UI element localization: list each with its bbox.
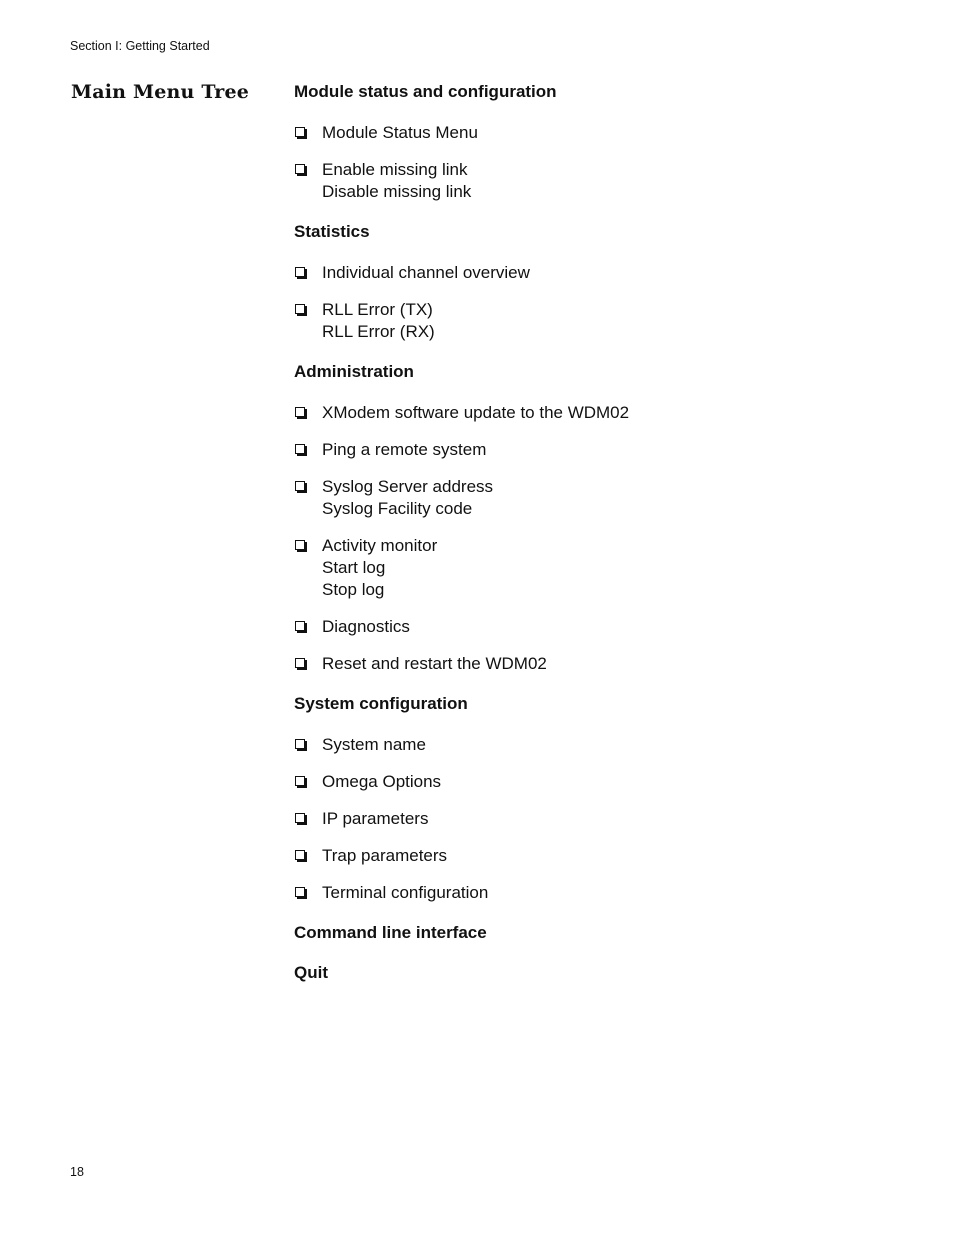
menu-item-label: RLL Error (RX) — [322, 322, 435, 341]
menu-tree — [294, 81, 894, 1002]
menu-item-label: Individual channel overview — [322, 263, 530, 282]
checkbox-bullet-icon — [295, 658, 305, 668]
checkbox-bullet-icon — [295, 850, 305, 860]
section-heading: Module status and configuration — [294, 82, 557, 101]
menu-item — [294, 845, 894, 867]
menu-section — [294, 221, 894, 343]
menu-item-label: Disable missing link — [322, 182, 472, 201]
menu-item-label: Ping a remote system — [322, 440, 487, 459]
menu-section — [294, 693, 894, 904]
menu-section — [294, 962, 894, 984]
menu-item-label: Omega Options — [322, 772, 442, 791]
menu-item — [294, 653, 894, 675]
menu-section — [294, 922, 894, 944]
menu-item — [294, 476, 894, 520]
menu-item-label: Activity monitor — [322, 536, 438, 555]
menu-item-list — [294, 734, 894, 904]
menu-item-label: XModem software update to the WDM02 — [322, 403, 630, 422]
checkbox-bullet-icon — [295, 776, 305, 786]
menu-item — [294, 122, 894, 144]
menu-item — [294, 299, 894, 343]
checkbox-bullet-icon — [295, 164, 305, 174]
checkbox-bullet-icon — [295, 127, 305, 137]
menu-item — [294, 535, 894, 601]
page-title: Main Menu Tree — [71, 81, 250, 103]
menu-item-label: Reset and restart the WDM02 — [322, 654, 547, 673]
section-heading: Command line interface — [294, 923, 487, 942]
menu-item-label: Start log — [322, 558, 386, 577]
menu-item-label: Diagnostics — [322, 617, 410, 636]
menu-item — [294, 439, 894, 461]
menu-item-label: Module Status Menu — [322, 123, 478, 142]
checkbox-bullet-icon — [295, 267, 305, 277]
menu-item-label: Stop log — [322, 580, 385, 599]
menu-item-label: Trap parameters — [322, 846, 448, 865]
menu-item-label: System name — [322, 735, 426, 754]
menu-item-list — [294, 402, 894, 675]
menu-item-label: Syslog Facility code — [322, 499, 473, 518]
menu-item — [294, 734, 894, 756]
menu-item — [294, 159, 894, 203]
menu-item — [294, 616, 894, 638]
menu-item-list — [294, 262, 894, 343]
section-heading: Quit — [294, 963, 328, 982]
menu-item-list — [294, 122, 894, 203]
menu-section — [294, 81, 894, 203]
menu-section — [294, 361, 894, 675]
menu-item — [294, 402, 894, 424]
menu-item — [294, 882, 894, 904]
menu-item-label: Syslog Server address — [322, 477, 494, 496]
checkbox-bullet-icon — [295, 621, 305, 631]
section-heading: System configuration — [294, 694, 468, 713]
menu-item — [294, 808, 894, 830]
checkbox-bullet-icon — [295, 813, 305, 823]
checkbox-bullet-icon — [295, 481, 305, 491]
section-heading: Statistics — [294, 222, 370, 241]
checkbox-bullet-icon — [295, 444, 305, 454]
running-header: Section I: Getting Started — [70, 39, 210, 53]
checkbox-bullet-icon — [295, 407, 305, 417]
checkbox-bullet-icon — [295, 540, 305, 550]
checkbox-bullet-icon — [295, 304, 305, 314]
menu-item-label: Terminal configuration — [322, 883, 489, 902]
menu-item-label: IP parameters — [322, 809, 429, 828]
menu-item-label: RLL Error (TX) — [322, 300, 433, 319]
checkbox-bullet-icon — [295, 887, 305, 897]
page-number: 18 — [70, 1165, 84, 1179]
checkbox-bullet-icon — [295, 739, 305, 749]
menu-item — [294, 262, 894, 284]
menu-item — [294, 771, 894, 793]
menu-item-label: Enable missing link — [322, 160, 468, 179]
section-heading: Administration — [294, 362, 414, 381]
